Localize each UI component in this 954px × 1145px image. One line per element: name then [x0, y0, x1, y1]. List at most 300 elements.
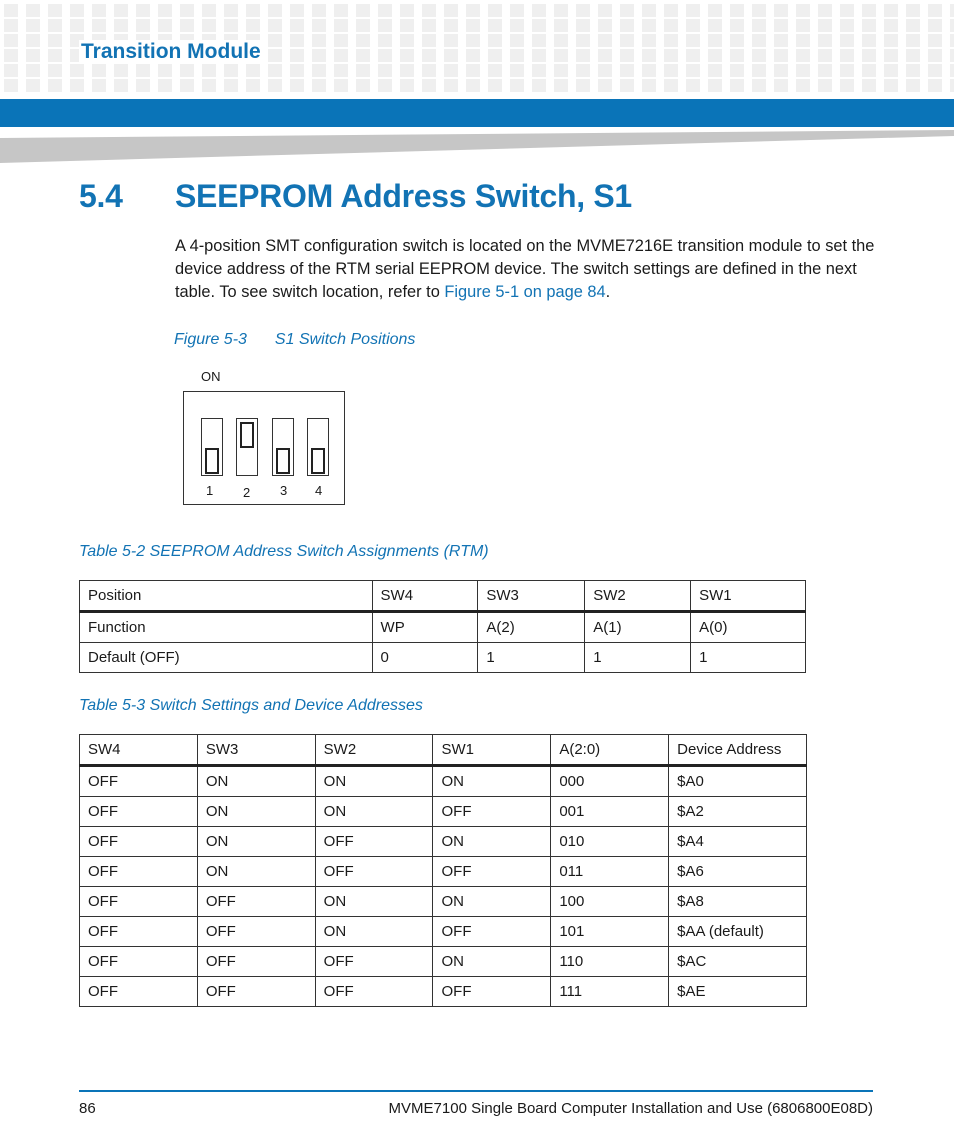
header-pattern-tile: [224, 64, 238, 77]
header-pattern-tile: [620, 4, 634, 17]
header-pattern-tile: [752, 79, 766, 92]
header-pattern-tile: [136, 19, 150, 32]
switch-slot-1: [201, 418, 223, 476]
column-header: SW2: [585, 581, 691, 612]
header-pattern-tile: [312, 4, 326, 17]
header-pattern-tile: [400, 64, 414, 77]
header-pattern-tile: [26, 49, 40, 62]
table-cell: Function: [80, 612, 373, 643]
header-pattern-tile: [268, 19, 282, 32]
switch-toggle-1: [205, 448, 219, 474]
header-pattern-tile: [576, 79, 590, 92]
header-pattern-tile: [356, 19, 370, 32]
column-header: SW3: [478, 581, 585, 612]
table-row: [80, 797, 807, 827]
header-pattern-tile: [642, 64, 656, 77]
header-pattern-tile: [840, 34, 854, 47]
header-pattern-tile: [92, 19, 106, 32]
table-cell: OFF: [80, 887, 198, 917]
header-pattern-tile: [356, 4, 370, 17]
table-row: [80, 947, 807, 977]
header-pattern-tile: [532, 34, 546, 47]
table-cell: ON: [197, 766, 315, 797]
table-cell: OFF: [80, 977, 198, 1007]
figure-label: Figure 5-3: [174, 331, 247, 348]
header-pattern-tile: [488, 34, 502, 47]
table-cell: A(0): [691, 612, 806, 643]
header-pattern-tile: [928, 79, 942, 92]
header-pattern-tile: [884, 64, 898, 77]
table-cell: $AA (default): [669, 917, 807, 947]
header-pattern-tile: [840, 49, 854, 62]
header-pattern-tile: [708, 19, 722, 32]
document-title: MVME7100 Single Board Computer Installation and Use (6806800E08D): [388, 1100, 873, 1117]
column-header: SW2: [315, 735, 433, 766]
column-header: SW1: [691, 581, 806, 612]
header-pattern-tile: [422, 19, 436, 32]
header-pattern-tile: [444, 19, 458, 32]
header-pattern-tile: [686, 19, 700, 32]
column-header: A(2:0): [551, 735, 669, 766]
header-pattern-tile: [356, 79, 370, 92]
header-pattern-tile: [840, 79, 854, 92]
switch-settings-table: [79, 734, 807, 1007]
header-pattern-tile: [356, 34, 370, 47]
header-pattern-tile: [4, 64, 18, 77]
chapter-title: Transition Module: [81, 40, 261, 63]
header-pattern-tile: [312, 19, 326, 32]
header-pattern-tile: [290, 49, 304, 62]
header-pattern-tile: [730, 4, 744, 17]
header-pattern-tile: [136, 4, 150, 17]
table-cell: 111: [551, 977, 669, 1007]
header-pattern-tile: [664, 79, 678, 92]
switch-toggle-3: [276, 448, 290, 474]
header-pattern-tile: [4, 79, 18, 92]
header-pattern-tile: [884, 19, 898, 32]
header-pattern-tile: [488, 4, 502, 17]
header-pattern-tile: [884, 34, 898, 47]
page-number: 86: [79, 1100, 96, 1117]
header-pattern-tile: [818, 49, 832, 62]
header-pattern-tile: [246, 64, 260, 77]
header-pattern-tile: [554, 19, 568, 32]
header-pattern-tile: [840, 19, 854, 32]
header-pattern-tile: [752, 4, 766, 17]
header-pattern-tile: [774, 64, 788, 77]
switch-number-3: 3: [280, 483, 288, 498]
header-pattern-tile: [334, 19, 348, 32]
header-pattern-tile: [532, 79, 546, 92]
table-cell: A(2): [478, 612, 585, 643]
header-pattern-tile: [158, 4, 172, 17]
header-pattern-tile: [554, 79, 568, 92]
section-title: SEEPROM Address Switch, S1: [175, 178, 632, 214]
table-cell: OFF: [433, 977, 551, 1007]
table-cell: ON: [315, 917, 433, 947]
header-pattern-tile: [48, 4, 62, 17]
header-pattern-tile: [202, 4, 216, 17]
header-pattern-tile: [642, 4, 656, 17]
header-pattern-tile: [818, 79, 832, 92]
header-pattern-tile: [158, 64, 172, 77]
header-pattern-tile: [730, 34, 744, 47]
header-pattern-tile: [752, 64, 766, 77]
header-pattern-tile: [114, 64, 128, 77]
header-blue-bar: [0, 99, 954, 127]
header-pattern-tile: [818, 64, 832, 77]
header-pattern-tile: [620, 19, 634, 32]
table-cell: Default (OFF): [80, 643, 373, 673]
table-cell: 101: [551, 917, 669, 947]
table-row: [80, 643, 806, 673]
header-pattern-tile: [686, 4, 700, 17]
header-pattern-tile: [334, 64, 348, 77]
header-pattern-tile: [598, 19, 612, 32]
header-pattern-tile: [862, 79, 876, 92]
header-pattern-tile: [818, 19, 832, 32]
table-row: [80, 857, 807, 887]
header-pattern-tile: [708, 79, 722, 92]
header-pattern-tile: [730, 19, 744, 32]
header-pattern-tile: [642, 79, 656, 92]
table-cell: OFF: [315, 827, 433, 857]
header-pattern-tile: [246, 79, 260, 92]
header-pattern-tile: [356, 49, 370, 62]
header-pattern-tile: [928, 64, 942, 77]
header-pattern-tile: [664, 19, 678, 32]
header-pattern-tile: [576, 34, 590, 47]
header-pattern-tile: [774, 34, 788, 47]
header-pattern-tile: [422, 64, 436, 77]
header-pattern-tile: [642, 19, 656, 32]
header-pattern-tile: [532, 49, 546, 62]
header-pattern-tile: [510, 64, 524, 77]
table-cell: OFF: [80, 766, 198, 797]
header-pattern-tile: [466, 34, 480, 47]
header-pattern-tile: [268, 49, 282, 62]
header-pattern-tile: [928, 4, 942, 17]
header-pattern-tile: [400, 19, 414, 32]
header-pattern-tile: [466, 64, 480, 77]
header-pattern-tile: [26, 34, 40, 47]
table-cell: WP: [372, 612, 478, 643]
header-pattern-tile: [400, 49, 414, 62]
switch-number-2: 2: [243, 485, 251, 500]
header-pattern-tile: [906, 4, 920, 17]
header-pattern-tile: [664, 64, 678, 77]
intro-text: A 4-position SMT configuration switch is located on the MVME7216E transition module to set the device address of the RTM serial EEPROM device. The switch settings are defined in the next table. To see switch location, refer to: [175, 237, 875, 301]
header-pattern-tile: [400, 79, 414, 92]
switch-on-label: ON: [201, 369, 221, 384]
header-pattern-tile: [26, 19, 40, 32]
header-pattern-tile: [620, 64, 634, 77]
table-cell: ON: [197, 857, 315, 887]
header-pattern-tile: [466, 19, 480, 32]
header-pattern-tile: [796, 34, 810, 47]
header-pattern-tile: [488, 49, 502, 62]
header-pattern-tile: [290, 4, 304, 17]
table-cell: 011: [551, 857, 669, 887]
table-cell: OFF: [80, 917, 198, 947]
header-pattern-tile: [576, 49, 590, 62]
figure-caption: [174, 331, 415, 349]
header-pattern-tile: [510, 79, 524, 92]
table-cell: 0: [372, 643, 478, 673]
header-pattern-tile: [840, 64, 854, 77]
header-pattern-tile: [180, 79, 194, 92]
header-pattern-tile: [576, 64, 590, 77]
header-pattern-tile: [202, 19, 216, 32]
header-pattern-tile: [554, 49, 568, 62]
header-pattern-tile: [290, 64, 304, 77]
header-pattern-tile: [510, 34, 524, 47]
header-pattern-tile: [290, 19, 304, 32]
header-pattern-tile: [26, 4, 40, 17]
table-cell: $AC: [669, 947, 807, 977]
table-row: [80, 612, 806, 643]
header-pattern-tile: [180, 64, 194, 77]
header-pattern-tile: [158, 19, 172, 32]
table-cell: OFF: [197, 917, 315, 947]
header-pattern-tile: [906, 34, 920, 47]
table-cell: 1: [585, 643, 691, 673]
figure-link[interactable]: Figure 5-1 on page 84: [444, 283, 606, 301]
header-pattern-tile: [312, 34, 326, 47]
header-pattern-tile: [246, 19, 260, 32]
header-pattern-tile: [906, 79, 920, 92]
table-row: [80, 827, 807, 857]
header-pattern-tile: [70, 64, 84, 77]
header-pattern-tile: [862, 64, 876, 77]
table-cell: OFF: [433, 857, 551, 887]
header-pattern-tile: [224, 4, 238, 17]
header-pattern-tile: [180, 19, 194, 32]
header-pattern-tile: [48, 34, 62, 47]
header-pattern-tile: [268, 34, 282, 47]
header-pattern-tile: [576, 19, 590, 32]
header-pattern-tile: [268, 79, 282, 92]
header-pattern-tile: [950, 79, 954, 92]
header-pattern-tile: [708, 64, 722, 77]
header-pattern-tile: [532, 64, 546, 77]
switch-slot-4: [307, 418, 329, 476]
header-pattern-tile: [378, 19, 392, 32]
header-pattern-tile: [554, 34, 568, 47]
header-pattern-tile: [950, 64, 954, 77]
header-pattern-tile: [48, 19, 62, 32]
table-row: [80, 766, 807, 797]
header-pattern-tile: [4, 19, 18, 32]
header-pattern-tile: [950, 49, 954, 62]
table-cell: OFF: [315, 947, 433, 977]
header-pattern-tile: [686, 34, 700, 47]
header-pattern-tile: [48, 64, 62, 77]
header-pattern-tile: [642, 49, 656, 62]
header-pattern-tile: [378, 4, 392, 17]
header-pattern-tile: [334, 34, 348, 47]
header-pattern-tile: [730, 79, 744, 92]
header-pattern-tile: [510, 19, 524, 32]
intro-end: .: [605, 283, 611, 301]
header-pattern-tile: [400, 4, 414, 17]
header-pattern-tile: [488, 19, 502, 32]
table-cell: $AE: [669, 977, 807, 1007]
header-pattern-tile: [906, 19, 920, 32]
header-pattern-tile: [136, 79, 150, 92]
header-pattern-tile: [774, 4, 788, 17]
header-pattern-tile: [422, 49, 436, 62]
table-cell: $A6: [669, 857, 807, 887]
header-pattern-tile: [466, 79, 480, 92]
header-pattern-tile: [532, 4, 546, 17]
header-pattern-tile: [598, 4, 612, 17]
header-pattern-tile: [510, 4, 524, 17]
table-cell: $A0: [669, 766, 807, 797]
section-heading: [79, 178, 632, 215]
header-pattern-tile: [422, 4, 436, 17]
header-pattern-tile: [752, 49, 766, 62]
header-pattern-tile: [246, 4, 260, 17]
column-header: SW3: [197, 735, 315, 766]
header-pattern-tile: [884, 4, 898, 17]
header-pattern-tile: [444, 34, 458, 47]
header-pattern-tile: [378, 79, 392, 92]
header-pattern-tile: [26, 79, 40, 92]
table-cell: OFF: [80, 797, 198, 827]
header-pattern-tile: [92, 79, 106, 92]
header-pattern-tile: [268, 4, 282, 17]
header-pattern-tile: [884, 79, 898, 92]
header-pattern-tile: [312, 49, 326, 62]
column-header: SW1: [433, 735, 551, 766]
header-pattern-tile: [48, 79, 62, 92]
header-pattern-tile: [796, 79, 810, 92]
header-grey-wedge: [0, 130, 954, 163]
table-cell: OFF: [80, 827, 198, 857]
header-pattern-tile: [70, 79, 84, 92]
header-pattern-tile: [576, 4, 590, 17]
header-pattern-tile: [48, 49, 62, 62]
header-pattern-tile: [532, 19, 546, 32]
column-header: SW4: [372, 581, 478, 612]
header-pattern-tile: [180, 4, 194, 17]
footer-rule: [79, 1090, 873, 1092]
header-pattern-tile: [4, 34, 18, 47]
header-pattern-tile: [686, 79, 700, 92]
column-header: SW4: [80, 735, 198, 766]
header-pattern-tile: [818, 4, 832, 17]
header-pattern-tile: [928, 19, 942, 32]
header-pattern-tile: [862, 19, 876, 32]
table-row: [80, 887, 807, 917]
table-cell: OFF: [197, 947, 315, 977]
table-cell: 000: [551, 766, 669, 797]
header-pattern-tile: [114, 79, 128, 92]
switch-toggle-2: [240, 422, 254, 448]
header-pattern-tile: [862, 49, 876, 62]
table-cell: 1: [478, 643, 585, 673]
table-cell: $A8: [669, 887, 807, 917]
switch-slot-2: [236, 418, 258, 476]
header-pattern-tile: [906, 64, 920, 77]
header-pattern-tile: [796, 49, 810, 62]
table-cell: OFF: [315, 977, 433, 1007]
header-pattern-tile: [268, 64, 282, 77]
table-cell: ON: [433, 766, 551, 797]
header-pattern-tile: [796, 4, 810, 17]
table-cell: OFF: [197, 887, 315, 917]
table-cell: ON: [315, 797, 433, 827]
header-pattern-tile: [378, 49, 392, 62]
header-pattern-tile: [4, 49, 18, 62]
header-pattern-tile: [224, 19, 238, 32]
header-pattern-tile: [444, 49, 458, 62]
header-pattern-tile: [444, 4, 458, 17]
table-row: [80, 917, 807, 947]
table-cell: $A2: [669, 797, 807, 827]
table-cell: 110: [551, 947, 669, 977]
header-pattern-tile: [928, 34, 942, 47]
table-cell: OFF: [197, 977, 315, 1007]
header-pattern-tile: [950, 4, 954, 17]
switch-number-4: 4: [315, 483, 323, 498]
table-cell: OFF: [315, 857, 433, 887]
header-pattern-tile: [620, 79, 634, 92]
header-pattern-tile: [950, 19, 954, 32]
header-pattern-tile: [664, 49, 678, 62]
table-cell: ON: [433, 887, 551, 917]
header-pattern-tile: [928, 49, 942, 62]
header-pattern-tile: [796, 64, 810, 77]
header-pattern-tile: [664, 4, 678, 17]
table-cell: 100: [551, 887, 669, 917]
table-cell: A(1): [585, 612, 691, 643]
table-cell: OFF: [80, 947, 198, 977]
header-pattern-tile: [114, 4, 128, 17]
header-pattern-tile: [4, 4, 18, 17]
table-row: [80, 977, 807, 1007]
table-cell: ON: [433, 947, 551, 977]
header-pattern-tile: [752, 34, 766, 47]
header-pattern-tile: [334, 4, 348, 17]
table-cell: OFF: [433, 797, 551, 827]
header-pattern-tile: [620, 34, 634, 47]
header-pattern-tile: [202, 79, 216, 92]
header-pattern-tile: [598, 79, 612, 92]
header-pattern-tile: [312, 79, 326, 92]
intro-paragraph: [175, 235, 875, 304]
column-header: Device Address: [669, 735, 807, 766]
header-pattern-tile: [422, 34, 436, 47]
header-pattern-tile: [598, 34, 612, 47]
table-cell: ON: [197, 797, 315, 827]
header-pattern-tile: [26, 64, 40, 77]
header-pattern-tile: [730, 49, 744, 62]
header-pattern-tile: [422, 79, 436, 92]
header-pattern-tile: [488, 79, 502, 92]
header-pattern-tile: [136, 64, 150, 77]
switch-number-1: 1: [206, 483, 214, 498]
header-pattern-tile: [862, 4, 876, 17]
header-pattern-tile: [356, 64, 370, 77]
header-pattern-tile: [92, 64, 106, 77]
header-pattern-tile: [400, 34, 414, 47]
header-pattern-tile: [290, 79, 304, 92]
header-pattern-tile: [158, 79, 172, 92]
header-pattern-tile: [202, 64, 216, 77]
header-pattern-tile: [312, 64, 326, 77]
